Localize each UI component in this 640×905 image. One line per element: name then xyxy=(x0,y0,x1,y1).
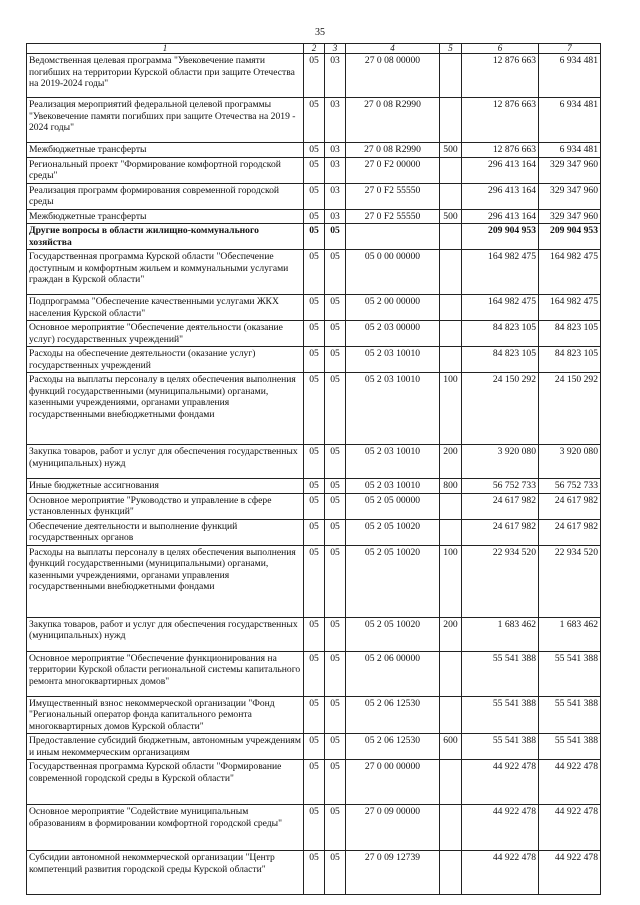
table-row xyxy=(27,734,601,760)
row-subsection: 05 xyxy=(325,224,346,250)
row-target-article: 05 2 03 10010 xyxy=(346,373,440,445)
row-target-article: 05 2 00 00000 xyxy=(346,295,440,321)
row-amount-year1: 12 876 663 xyxy=(462,98,539,143)
row-section: 05 xyxy=(304,734,325,760)
row-name: Межбюджетные трансферты xyxy=(27,209,304,224)
row-target-article: 05 2 06 12530 xyxy=(346,734,440,760)
row-amount-year1: 24 617 982 xyxy=(462,493,539,519)
page-number: 35 xyxy=(315,27,325,38)
row-section: 05 xyxy=(304,519,325,545)
header-row xyxy=(27,44,601,54)
row-target-article xyxy=(346,224,440,250)
table-row xyxy=(27,479,601,494)
row-section: 05 xyxy=(304,321,325,347)
row-amount-year1: 44 922 478 xyxy=(462,851,539,895)
row-subsection: 03 xyxy=(325,183,346,209)
row-amount-year2: 329 347 960 xyxy=(539,209,601,224)
table-row xyxy=(27,373,601,445)
row-subsection: 03 xyxy=(325,157,346,183)
row-expense-type: 500 xyxy=(440,143,462,158)
row-target-article: 27 0 08 R2990 xyxy=(346,143,440,158)
row-amount-year1: 24 617 982 xyxy=(462,519,539,545)
row-amount-year1: 164 982 475 xyxy=(462,250,539,295)
row-expense-type xyxy=(440,321,462,347)
row-target-article: 05 2 03 00000 xyxy=(346,321,440,347)
row-expense-type xyxy=(440,347,462,373)
row-subsection: 05 xyxy=(325,696,346,734)
row-target-article: 05 2 03 10010 xyxy=(346,445,440,479)
row-section: 05 xyxy=(304,493,325,519)
row-section: 05 xyxy=(304,617,325,651)
row-section: 05 xyxy=(304,98,325,143)
row-expense-type xyxy=(440,519,462,545)
table-row xyxy=(27,445,601,479)
row-amount-year2: 84 823 105 xyxy=(539,347,601,373)
row-amount-year1: 209 904 953 xyxy=(462,224,539,250)
table-row xyxy=(27,519,601,545)
row-subsection: 03 xyxy=(325,209,346,224)
row-subsection: 03 xyxy=(325,98,346,143)
table-row xyxy=(27,157,601,183)
row-expense-type xyxy=(440,183,462,209)
row-amount-year2: 164 982 475 xyxy=(539,295,601,321)
row-section: 05 xyxy=(304,760,325,805)
row-amount-year2: 84 823 105 xyxy=(539,321,601,347)
row-target-article: 27 0 09 12739 xyxy=(346,851,440,895)
row-expense-type xyxy=(440,493,462,519)
header-cell: 5 xyxy=(440,44,462,54)
table-row xyxy=(27,295,601,321)
row-amount-year2: 24 617 982 xyxy=(539,519,601,545)
row-section: 05 xyxy=(304,373,325,445)
row-subsection: 05 xyxy=(325,445,346,479)
table-row xyxy=(27,143,601,158)
header-cell: 2 xyxy=(304,44,325,54)
row-target-article: 05 2 05 10020 xyxy=(346,617,440,651)
row-amount-year2: 164 982 475 xyxy=(539,250,601,295)
row-target-article: 27 0 08 00000 xyxy=(346,54,440,98)
row-name: Основное мероприятие "Обеспечение деятельности (оказание услуг) государственных учреждений" xyxy=(27,321,304,347)
row-amount-year2: 55 541 388 xyxy=(539,696,601,734)
header-cell: 3 xyxy=(325,44,346,54)
row-amount-year1: 164 982 475 xyxy=(462,295,539,321)
row-name: Ведомственная целевая программа "Увековечение памяти погибших на территории Курской области при защите Отечества на 2019-2024 годы" xyxy=(27,54,304,98)
row-expense-type xyxy=(440,54,462,98)
row-target-article: 05 2 05 10020 xyxy=(346,519,440,545)
table-row xyxy=(27,696,601,734)
row-subsection: 05 xyxy=(325,295,346,321)
table-row xyxy=(27,545,601,617)
row-amount-year2: 24 150 292 xyxy=(539,373,601,445)
row-amount-year1: 296 413 164 xyxy=(462,209,539,224)
row-target-article: 27 0 09 00000 xyxy=(346,805,440,851)
row-amount-year2: 6 934 481 xyxy=(539,54,601,98)
row-section: 05 xyxy=(304,209,325,224)
row-amount-year2: 44 922 478 xyxy=(539,805,601,851)
table-row xyxy=(27,760,601,805)
row-section: 05 xyxy=(304,851,325,895)
row-expense-type xyxy=(440,250,462,295)
table-row xyxy=(27,183,601,209)
row-name: Закупка товаров, работ и услуг для обеспечения государственных (муниципальных) нужд xyxy=(27,617,304,651)
row-section: 05 xyxy=(304,224,325,250)
row-amount-year1: 56 752 733 xyxy=(462,479,539,494)
row-target-article: 27 0 00 00000 xyxy=(346,760,440,805)
row-target-article: 05 2 05 10020 xyxy=(346,545,440,617)
row-name: Иные бюджетные ассигнования xyxy=(27,479,304,494)
table-row xyxy=(27,224,601,250)
row-section: 05 xyxy=(304,347,325,373)
table-row xyxy=(27,321,601,347)
row-amount-year2: 329 347 960 xyxy=(539,157,601,183)
row-name: Государственная программа Курской области "Формирование современной городской среды в Курской области" xyxy=(27,760,304,805)
table-row xyxy=(27,98,601,143)
row-amount-year1: 84 823 105 xyxy=(462,321,539,347)
row-amount-year1: 44 922 478 xyxy=(462,760,539,805)
row-amount-year2: 209 904 953 xyxy=(539,224,601,250)
row-subsection: 05 xyxy=(325,347,346,373)
row-name: Предоставление субсидий бюджетным, автономным учреждениям и иным некоммерческим организациям xyxy=(27,734,304,760)
table-row xyxy=(27,805,601,851)
row-section: 05 xyxy=(304,54,325,98)
row-amount-year2: 1 683 462 xyxy=(539,617,601,651)
row-name: Межбюджетные трансферты xyxy=(27,143,304,158)
row-amount-year2: 24 617 982 xyxy=(539,493,601,519)
table-row xyxy=(27,209,601,224)
row-amount-year2: 55 541 388 xyxy=(539,651,601,696)
row-subsection: 05 xyxy=(325,651,346,696)
row-subsection: 05 xyxy=(325,519,346,545)
row-name: Расходы на обеспечение деятельности (оказание услуг) государственных учреждений xyxy=(27,347,304,373)
row-amount-year1: 1 683 462 xyxy=(462,617,539,651)
row-amount-year1: 3 920 080 xyxy=(462,445,539,479)
row-amount-year1: 296 413 164 xyxy=(462,183,539,209)
row-expense-type xyxy=(440,805,462,851)
header-cell: 7 xyxy=(539,44,601,54)
row-target-article: 05 2 03 10010 xyxy=(346,347,440,373)
row-subsection: 05 xyxy=(325,250,346,295)
row-expense-type: 800 xyxy=(440,479,462,494)
row-target-article: 27 0 08 R2990 xyxy=(346,98,440,143)
row-subsection: 05 xyxy=(325,734,346,760)
row-target-article: 27 0 F2 55550 xyxy=(346,183,440,209)
row-expense-type xyxy=(440,651,462,696)
row-amount-year1: 12 876 663 xyxy=(462,54,539,98)
row-subsection: 05 xyxy=(325,373,346,445)
row-name: Обеспечение деятельности и выполнение функций государственных органов xyxy=(27,519,304,545)
row-section: 05 xyxy=(304,805,325,851)
row-subsection: 03 xyxy=(325,54,346,98)
row-amount-year2: 55 541 388 xyxy=(539,734,601,760)
row-amount-year1: 296 413 164 xyxy=(462,157,539,183)
row-name: Субсидии автономной некоммерческой организации "Центр компетенций развития городской среды Курской области" xyxy=(27,851,304,895)
row-name: Государственная программа Курской области "Обеспечение доступным и комфортным жильем и коммунальными услугами граждан в Курской области" xyxy=(27,250,304,295)
row-amount-year1: 55 541 388 xyxy=(462,651,539,696)
row-amount-year2: 22 934 520 xyxy=(539,545,601,617)
row-amount-year2: 44 922 478 xyxy=(539,760,601,805)
row-target-article: 27 0 F2 00000 xyxy=(346,157,440,183)
row-section: 05 xyxy=(304,183,325,209)
row-name: Основное мероприятие "Обеспечение функционирования на территории Курской области региональной системы капитального ремонта многоквартирных домов" xyxy=(27,651,304,696)
row-subsection: 05 xyxy=(325,805,346,851)
row-target-article: 27 0 F2 55550 xyxy=(346,209,440,224)
row-section: 05 xyxy=(304,157,325,183)
row-amount-year2: 44 922 478 xyxy=(539,851,601,895)
row-subsection: 05 xyxy=(325,851,346,895)
row-section: 05 xyxy=(304,479,325,494)
row-amount-year2: 3 920 080 xyxy=(539,445,601,479)
budget-table xyxy=(26,43,601,895)
row-name: Расходы на выплаты персоналу в целях обеспечения выполнения функций государственными (муниципальными) органами, казенными учреждениями, органами управления государственными внебюджетными фондами xyxy=(27,545,304,617)
row-section: 05 xyxy=(304,545,325,617)
header-cell: 4 xyxy=(346,44,440,54)
row-subsection: 05 xyxy=(325,493,346,519)
row-name: Подпрограмма "Обеспечение качественными услугами ЖКХ населения Курской области" xyxy=(27,295,304,321)
row-subsection: 05 xyxy=(325,321,346,347)
row-expense-type xyxy=(440,98,462,143)
row-expense-type xyxy=(440,224,462,250)
header-cell: 1 xyxy=(27,44,304,54)
row-expense-type xyxy=(440,760,462,805)
row-amount-year1: 22 934 520 xyxy=(462,545,539,617)
table-row xyxy=(27,851,601,895)
table-row xyxy=(27,250,601,295)
row-subsection: 05 xyxy=(325,760,346,805)
row-target-article: 05 0 00 00000 xyxy=(346,250,440,295)
row-section: 05 xyxy=(304,295,325,321)
row-section: 05 xyxy=(304,651,325,696)
table-row xyxy=(27,493,601,519)
header-cell: 6 xyxy=(462,44,539,54)
row-amount-year1: 84 823 105 xyxy=(462,347,539,373)
table-row xyxy=(27,54,601,98)
table-row xyxy=(27,347,601,373)
row-name: Закупка товаров, работ и услуг для обеспечения государственных (муниципальных) нужд xyxy=(27,445,304,479)
row-expense-type: 200 xyxy=(440,445,462,479)
table-row xyxy=(27,651,601,696)
row-section: 05 xyxy=(304,445,325,479)
row-subsection: 05 xyxy=(325,545,346,617)
row-amount-year2: 329 347 960 xyxy=(539,183,601,209)
row-target-article: 05 2 03 10010 xyxy=(346,479,440,494)
row-expense-type xyxy=(440,851,462,895)
row-name: Расходы на выплаты персоналу в целях обеспечения выполнения функций государственными (муниципальными) органами, казенными учреждениями, органами управления государственными внебюджетными фондами xyxy=(27,373,304,445)
row-amount-year1: 44 922 478 xyxy=(462,805,539,851)
row-amount-year2: 6 934 481 xyxy=(539,98,601,143)
row-name: Имущественный взнос некоммерческой организации "Фонд "Региональный оператор фонда капитального ремонта многоквартирных домов Курской области" xyxy=(27,696,304,734)
table-row xyxy=(27,617,601,651)
row-amount-year2: 6 934 481 xyxy=(539,143,601,158)
row-name: Основное мероприятие "Содействие муниципальным образованиям в формировании комфортной городской среды" xyxy=(27,805,304,851)
row-expense-type xyxy=(440,295,462,321)
row-amount-year1: 55 541 388 xyxy=(462,734,539,760)
row-amount-year1: 55 541 388 xyxy=(462,696,539,734)
row-name: Региональный проект "Формирование комфортной городской среды" xyxy=(27,157,304,183)
row-target-article: 05 2 06 12530 xyxy=(346,696,440,734)
row-amount-year2: 56 752 733 xyxy=(539,479,601,494)
row-name: Реализация мероприятий федеральной целевой программы "Увековечение памяти погибших при защите Отечества на 2019 - 2024 годы" xyxy=(27,98,304,143)
row-name: Основное мероприятие "Руководство и управление в сфере установленных функций" xyxy=(27,493,304,519)
row-expense-type: 200 xyxy=(440,617,462,651)
row-expense-type: 500 xyxy=(440,209,462,224)
row-expense-type xyxy=(440,696,462,734)
row-amount-year1: 24 150 292 xyxy=(462,373,539,445)
row-expense-type: 100 xyxy=(440,545,462,617)
row-expense-type: 100 xyxy=(440,373,462,445)
row-target-article: 05 2 06 00000 xyxy=(346,651,440,696)
row-section: 05 xyxy=(304,250,325,295)
row-expense-type xyxy=(440,157,462,183)
row-amount-year1: 12 876 663 xyxy=(462,143,539,158)
row-name: Другие вопросы в области жилищно-коммунального хозяйства xyxy=(27,224,304,250)
row-section: 05 xyxy=(304,143,325,158)
row-expense-type: 600 xyxy=(440,734,462,760)
row-subsection: 05 xyxy=(325,479,346,494)
row-subsection: 03 xyxy=(325,143,346,158)
row-subsection: 05 xyxy=(325,617,346,651)
row-section: 05 xyxy=(304,696,325,734)
row-target-article: 05 2 05 00000 xyxy=(346,493,440,519)
row-name: Реализация программ формирования современной городской среды xyxy=(27,183,304,209)
